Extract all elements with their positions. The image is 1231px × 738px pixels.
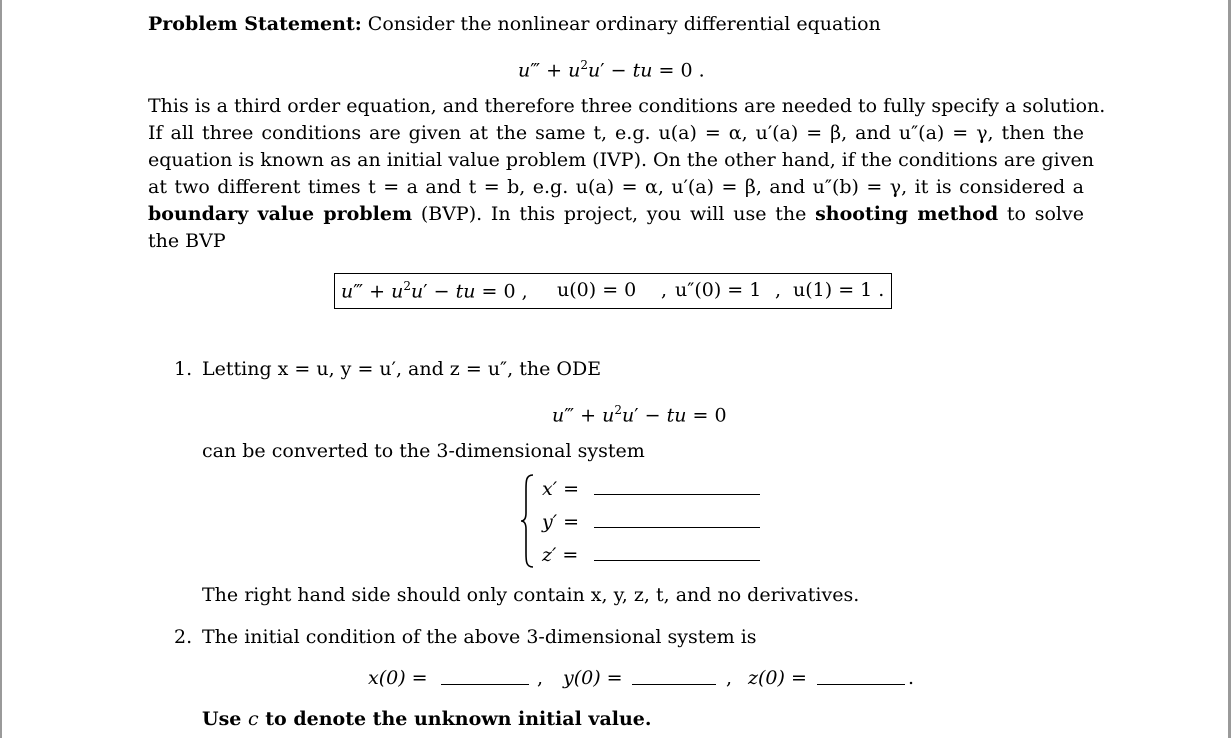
problem-statement-line [148, 12, 881, 36]
item1-ode: u‴ + $u^2u'$ − tu = 0 [552, 403, 727, 427]
boxed-sep-2: , [775, 279, 782, 301]
item1-number: 1. [174, 358, 193, 380]
bvp-term: boundary value problem [148, 203, 413, 225]
blank-y0[interactable] [632, 684, 716, 685]
system-var-x: x′ = [542, 478, 579, 500]
blank-x-prime[interactable] [594, 494, 760, 495]
system-var-y: y′ = [542, 511, 580, 533]
ic-z: z(0) = [748, 667, 807, 689]
boxed-sep-1: , [661, 279, 668, 301]
boxed-condition-3: u(1) = 1 . [793, 279, 885, 301]
ic-x: x(0) = [368, 667, 428, 689]
ode-equation: u‴ + $u^2u'$ − tu = 0 . [518, 58, 705, 82]
paragraph-line-5 [148, 202, 1084, 226]
paragraph-line-1: This is a third order equation, and therefore three conditions are needed to fully specify a solution. [148, 95, 1106, 117]
paragraph-line-2: If all three conditions are given at the same t, e.g. u(a) = α, u′(a) = β, and u″(a) = γ, then the [148, 122, 1084, 144]
page-left-edge [0, 0, 2, 738]
method-rest: to solve [1006, 203, 1084, 225]
paragraph-line-3: equation is known as an initial value problem (IVP). On the other hand, if the conditions are given [148, 149, 1094, 171]
ic-y: y(0) = [563, 667, 623, 689]
item2-text: The initial condition of the above 3-dimensional system is [202, 626, 757, 648]
item2-note-var: c [247, 708, 259, 730]
paragraph-line-4: at two different times t = a and t = b, e.g. u(a) = α, u′(a) = β, and u″(b) = γ, it is considered a [148, 176, 1084, 198]
system-brace [520, 473, 534, 569]
blank-z0[interactable] [817, 684, 905, 685]
blank-x0[interactable] [441, 684, 529, 685]
item2-note-a: Use [202, 708, 242, 730]
blank-z-prime[interactable] [594, 560, 760, 561]
item1-note: The right hand side should only contain x, y, z, t, and no derivatives. [202, 584, 860, 606]
boxed-condition-2: u″(0) = 1 [675, 279, 762, 301]
system-var-z: z′ = [542, 544, 579, 566]
paragraph-line-6: the BVP [148, 230, 226, 252]
ic-sep-1: , [537, 667, 544, 689]
problem-intro: Consider the nonlinear ordinary differential equation [367, 13, 881, 35]
blank-y-prime[interactable] [594, 527, 760, 528]
method-term: shooting method [815, 203, 999, 225]
ic-sep-2: , [726, 667, 733, 689]
boxed-condition-1: u(0) = 0 [557, 279, 637, 301]
problem-heading: Problem Statement: [148, 13, 362, 35]
item2-note [202, 707, 652, 731]
item2-number: 2. [174, 626, 193, 648]
boxed-bvp [334, 273, 892, 309]
item1-convert-text: can be converted to the 3-dimensional system [202, 440, 645, 462]
item2-note-b: to denote the unknown initial value. [265, 708, 652, 730]
ic-period: . [908, 667, 915, 689]
boxed-ode: u‴ + $u^2u'$ − tu = 0 , [341, 279, 528, 303]
bvp-rest: (BVP). In this project, you will use the [420, 203, 807, 225]
item1-lead: Letting x = u, y = u′, and z = u″, the ODE [202, 358, 602, 380]
